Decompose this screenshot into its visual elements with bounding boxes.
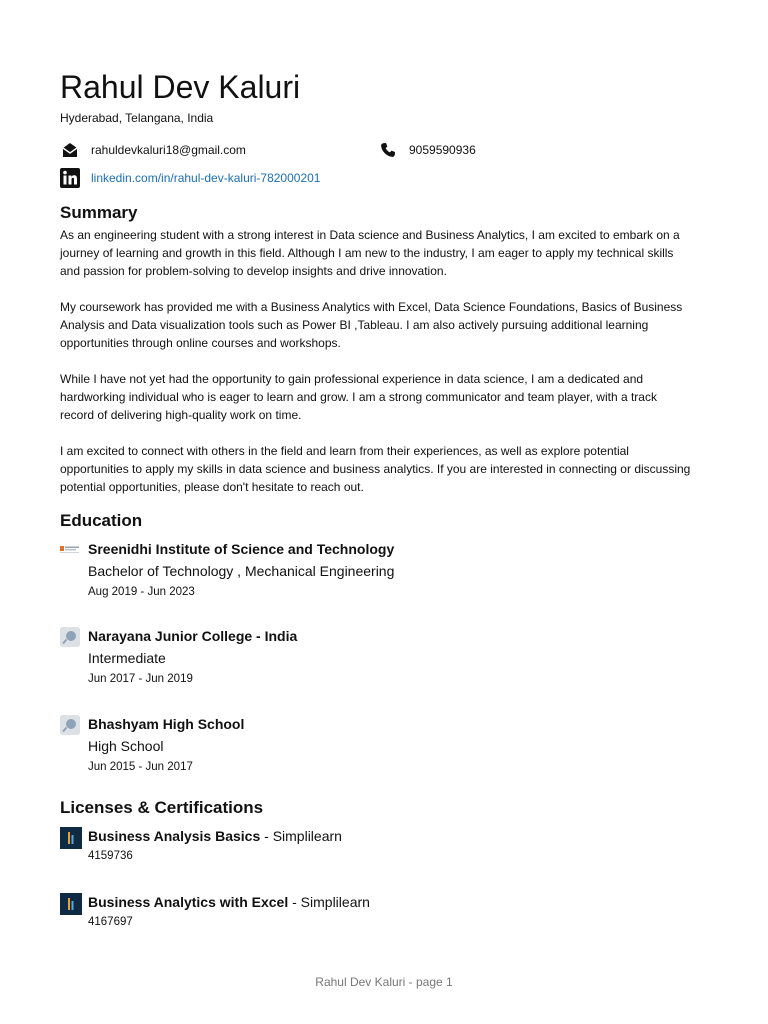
simplilearn-logo-icon [60,827,80,847]
summary-paragraph: My coursework has provided me with a Business Analytics with Excel, Data Science Foundations, Basics of Business Analysis and Data visualization tools such as Power BI ,Tableau. I am also actively pursuing additional learning opportunities through online courses and workshops. [60,300,683,350]
education-dates: Aug 2019 - Jun 2023 [88,586,195,598]
certification-issuer: - Simplilearn [260,828,342,844]
school-name: Bhashyam High School [88,716,245,732]
certification-name: Business Analytics with Excel [88,894,289,910]
email-value[interactable]: rahuldevkaluri18@gmail.com [91,143,246,157]
summary-heading: Summary [60,203,138,222]
school-logo-icon [60,540,80,560]
email-icon [60,140,80,160]
summary-section [60,226,692,514]
certification-id: 4159736 [88,850,133,862]
linkedin-link[interactable]: linkedin.com/in/rahul-dev-kaluri-782000201 [91,171,321,185]
simplilearn-logo-icon [60,893,80,913]
certification-title [88,827,698,845]
candidate-location: Hyderabad, Telangana, India [60,111,214,125]
education-dates: Jun 2017 - Jun 2019 [88,673,193,685]
certification-id: 4167697 [88,916,133,928]
candidate-name: Rahul Dev Kaluri [60,69,301,105]
phone-value[interactable]: 9059590936 [409,143,476,157]
school-name: Sreenidhi Institute of Science and Technology [88,541,395,557]
certification-issuer: - Simplilearn [288,894,370,910]
phone-contact[interactable] [378,140,476,160]
degree-name: Intermediate [88,650,166,666]
certifications-heading: Licenses & Certifications [60,798,264,817]
education-dates: Jun 2015 - Jun 2017 [88,761,193,773]
linkedin-contact[interactable] [60,168,320,188]
phone-icon [378,140,398,160]
summary-paragraph: While I have not yet had the opportunity to gain professional experience in data science, I am a dedicated and hardworking individual who is eager to learn and grow. I am a strong communicator and team player, with a track record of delivering high-quality work on time. [60,372,657,422]
school-name: Narayana Junior College - India [88,628,298,644]
certification-title [88,893,698,911]
summary-paragraph: As an engineering student with a strong interest in Data science and Business Analytics, I am excited to embark on a journey of learning and growth in this field. Although I am new to the industry, I am eager to apply my technical skills and passion for problem-solving to develop insights and drive innovation. [60,228,680,278]
school-logo-icon [60,627,80,647]
certification-name: Business Analysis Basics [88,828,261,844]
education-heading: Education [60,511,143,530]
summary-paragraph: I am excited to connect with others in the field and learn from their experiences, as well as explore potential opportunities to apply my skills in data science and business analytics. If you are interested in connecting or discussing potential opportunities, please don't hesitate to reach out. [60,444,691,494]
degree-name: High School [88,738,164,754]
degree-name: Bachelor of Technology , Mechanical Engineering [88,563,395,579]
school-logo-icon [60,715,80,735]
email-contact[interactable] [60,140,246,160]
linkedin-icon [60,168,80,188]
page-footer: Rahul Dev Kaluri - page 1 [315,975,453,989]
